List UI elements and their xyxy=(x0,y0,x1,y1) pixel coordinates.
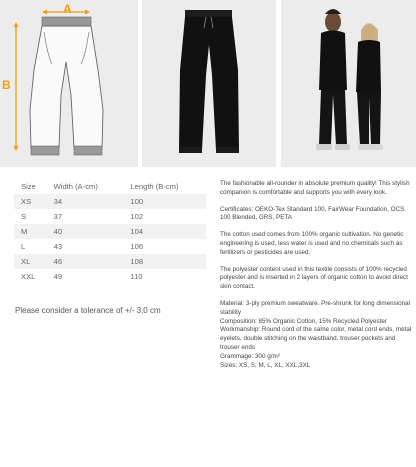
cell-width: 43 xyxy=(53,242,63,251)
product-photo-panel xyxy=(142,0,276,167)
cell-size: L xyxy=(21,242,26,251)
size-table-header xyxy=(14,179,206,194)
description-cotton: The cotton used comes from 100% organic cultivation. No genetic engineering is used, less water is used and no chemicals such as fertilizers or pesticides are used. xyxy=(220,231,404,256)
cell-size: XL xyxy=(14,254,47,269)
cell-size: S xyxy=(21,212,27,221)
table-row xyxy=(14,269,206,284)
description-sizes: Sizes: XS, S, M, L, XL, XXL,3XL xyxy=(220,361,311,369)
models-image xyxy=(281,0,416,167)
cell-length: 102 xyxy=(130,212,144,221)
table-row xyxy=(14,209,206,224)
cell-width: 49 xyxy=(53,272,63,281)
table-row xyxy=(14,254,206,269)
description-polyester: The polyester content used in this textile consists of 100% recycled polyester and is inserted in 2 layers of organic cotton to avoid direct skin contact. xyxy=(220,265,408,291)
cell-length: 106 xyxy=(130,242,144,251)
models-photo-panel xyxy=(281,0,416,167)
description-composition: Composition: 85% Organic Cotton, 15% Recycled Polyester xyxy=(220,317,387,325)
table-row xyxy=(14,194,206,209)
dimension-a-label: A xyxy=(63,2,72,16)
table-row xyxy=(14,224,206,239)
cell-width: 34 xyxy=(47,194,124,209)
description-certificates: Certificates: OEKO-Tex Standard 100, FairWear Foundation, OCS 100 Blended, GRS, PETA xyxy=(220,205,405,222)
description-grammage: Grammage: 300 g/m² xyxy=(220,352,280,360)
size-diagram-panel xyxy=(0,0,138,167)
cell-size: XS xyxy=(14,194,47,209)
header-size: Size xyxy=(21,182,36,191)
dimension-b-label: B xyxy=(2,78,11,92)
cell-length: 104 xyxy=(123,224,206,239)
description-intro: The fashionable all-rounder in absolute premium quality! This stylish companion is comfortable and supports you with every look. xyxy=(220,180,410,196)
description-workmanship: Workmanship: Round cord of the same color, metal cord ends, metal eyelets, double stitching on the waistband, trouser pockets and trouser ends xyxy=(220,326,412,351)
cell-length: 108 xyxy=(123,254,206,269)
description-material: Material: 3-ply premium sweatware. Pre-shrunk for long dimensional stability xyxy=(220,299,411,316)
product-description xyxy=(220,180,412,370)
cell-length: 100 xyxy=(123,194,206,209)
cell-length: 110 xyxy=(130,272,143,281)
table-row xyxy=(14,239,206,254)
size-table xyxy=(14,179,206,284)
header-length: Length (B-cm) xyxy=(130,182,179,191)
cell-width: 46 xyxy=(47,254,124,269)
header-width: Width (A-cm) xyxy=(53,182,98,191)
tolerance-note: Please consider a tolerance of +/- 3,0 cm xyxy=(15,306,161,315)
pants-diagram xyxy=(0,0,138,167)
black-joggers-image xyxy=(142,0,276,167)
cell-width: 37 xyxy=(53,212,63,221)
cell-width: 40 xyxy=(47,224,124,239)
cell-size: XXL xyxy=(21,272,36,281)
cell-size: M xyxy=(14,224,47,239)
